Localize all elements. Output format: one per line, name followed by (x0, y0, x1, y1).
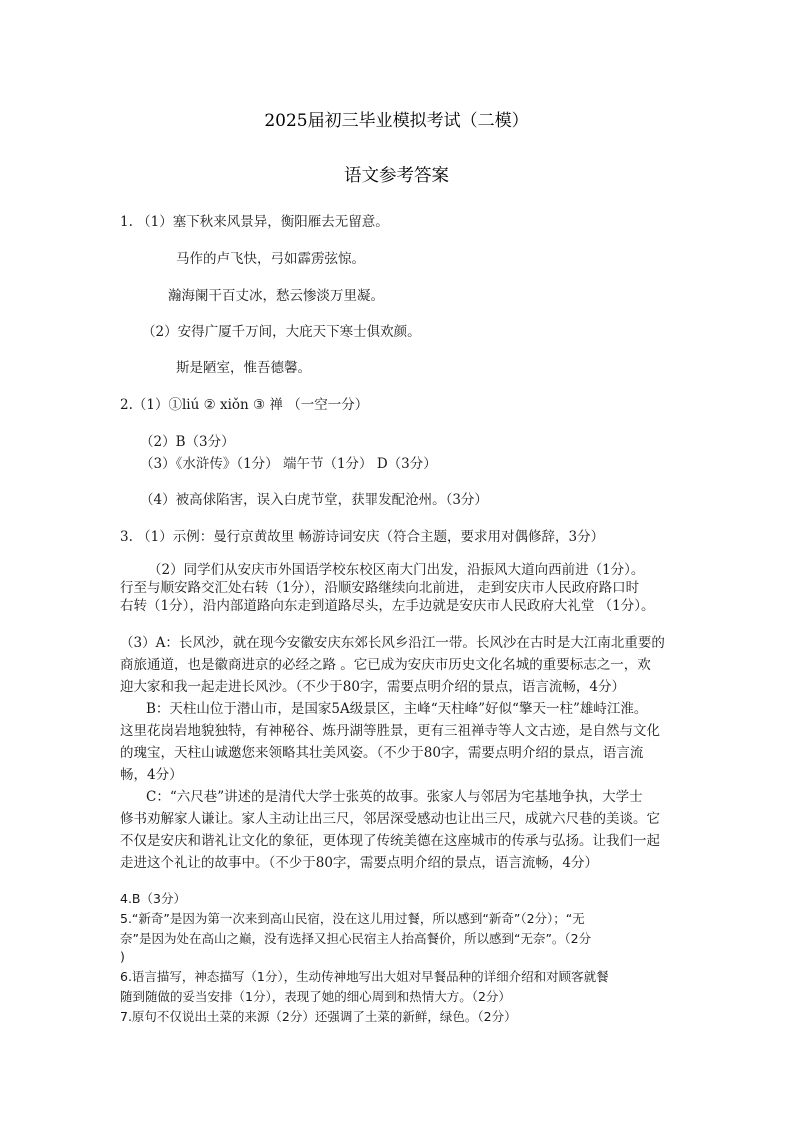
q5-line3: ) (120, 949, 125, 964)
q3-b-line4: 畅，4分） (120, 767, 183, 783)
q6-line1: 6.语言描写，神态描写（1分），生动传神地写出大姐对早餐品种的详细介绍和对顾客就餐 (120, 969, 609, 984)
q1-line5: 斯是陋室，惟吾德馨。 (176, 360, 311, 376)
q3-line1: 3. （1）示例：曼行京黄故里 畅游诗词安庆（符合主题，要求用对偶修辞，3分） (120, 529, 605, 545)
q3-c-line4: 走进这个礼让的故事中。（不少于80字，需要点明介绍的景点，语言流畅，4分） (120, 855, 599, 871)
q3-line3: 行至与顺安路交汇处右转（1分），沿顺安路继续向北前进， 走到安庆市人民政府路口时 (120, 580, 640, 596)
q3-c-line3: 不仅是安庆和谐礼让文化的象征，更体现了传统美德在这座城市的传承与弘扬。让我们一起 (120, 833, 660, 849)
q6-line2: 随到随做的妥当安排（1分），表现了她的细心周到和热情大方。（2分） (120, 989, 511, 1004)
q2-line4: （4）被高俅陷害，误入白虎节堂，获罪发配沧州。（3分） (140, 492, 488, 508)
q2-line1: 2.（1）①liú ② xiǒn ③ 禅 （一空一分） (120, 397, 369, 413)
q5-line2: 奈”是因为处在高山之巅，没有选择又担心民宿主人抬高餐价，所以感到“无奈”。（2分 (120, 931, 592, 946)
q1-line1: 1. （1）塞下秋来风景异，衡阳雁去无留意。 (120, 214, 389, 230)
q3-b-line1: B：天柱山位于潜山市，是国家5A级景区，主峰“天柱峰”好似“擎天一柱”雄峙江淮。 (146, 701, 648, 717)
q1-line4: （2）安得广厦千万间，大庇天下寒士俱欢颜。 (142, 324, 421, 340)
q3-a-line1: （3）A：长风沙，就在现今安徽安庆东郊长风乡沿江一带。长风沙在古时是大江南北重要的 (120, 635, 665, 651)
q5-line1: 5.“新奇”是因为第一次来到高山民宿，没在这儿用过餐，所以感到“新奇”（2分）；“无 (120, 911, 585, 926)
answer-key-subtitle: 语文参考答案 (344, 166, 449, 186)
q3-c-line2: 修书劝解家人谦让。家人主动让出三尺，邻居深受感动也让出三尺，成就六尺巷的美谈。它 (120, 811, 660, 827)
q3-line2: （2）同学们从安庆市外国语学校东校区南大门出发，沿振风大道向西前进（1分）。 (148, 562, 645, 578)
q7-answer: 7.原句不仅说出土菜的来源（2分）还强调了土菜的新鲜，绿色。（2分） (120, 1009, 517, 1024)
q2-line3: （3）《水浒传》（1分） 端午节（1分） D（3分） (140, 456, 437, 472)
q3-b-line2: 这里花岗岩地貌独特，有神秘谷、炼丹湖等胜景，更有三祖禅寺等人文古迹，是自然与文化 (120, 723, 660, 739)
exam-title: 2025届初三毕业模拟考试（二模） (264, 111, 529, 131)
q3-c-line1: C：“六尺巷”讲述的是清代大学士张英的故事。张家人与邻居为宅基地争执，大学士 (146, 789, 643, 805)
q3-b-line3: 的瑰宝，天柱山诚邀您来领略其壮美风姿。（不少于80字，需要点明介绍的景点，语言流 (120, 745, 644, 761)
q1-line2: 马作的卢飞快，弓如霹雳弦惊。 (176, 251, 365, 267)
q4-answer: 4.B（3分） (120, 891, 186, 906)
q3-line4: 右转（1分），沿内部道路向东走到道路尽头，左手边就是安庆市人民政府大礼堂 （1分）。 (120, 598, 655, 614)
q1-line3: 瀚海阑干百丈冰，愁云惨淡万里凝。 (168, 288, 384, 304)
q3-a-line2: 商旅通道，也是徽商进京的必经之路 。它已成为安庆市历史文化名城的重要标志之一，欢 (120, 657, 651, 673)
q2-line2: （2）B（3分） (140, 434, 235, 450)
q3-a-line3: 迎大家和我一起走进长风沙。（不少于80字，需要点明介绍的景点，语言流畅，4分） (120, 679, 626, 695)
